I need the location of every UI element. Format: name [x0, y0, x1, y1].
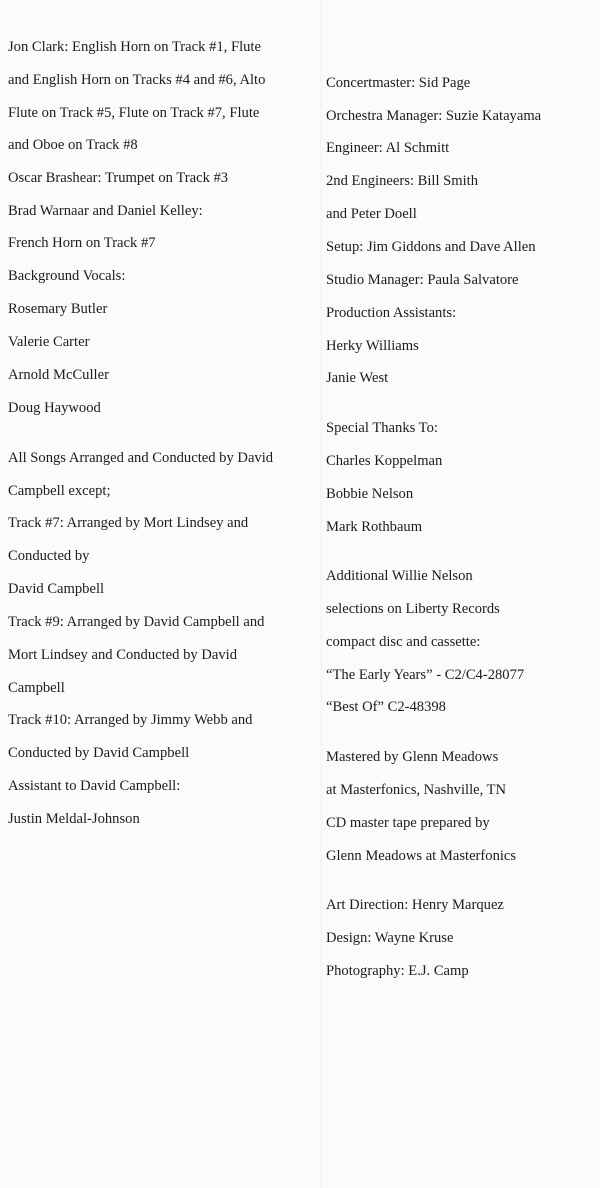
- credit-line: All Songs Arranged and Conducted by David: [8, 450, 274, 466]
- credit-line: Mort Lindsey and Conducted by David: [8, 647, 238, 663]
- credit-line: Track #7: Arranged by Mort Lindsey and: [8, 515, 249, 531]
- credit-line: Art Direction: Henry Marquez: [326, 897, 504, 913]
- credit-line: at Masterfonics, Nashville, TN: [326, 782, 507, 798]
- credit-line: Conducted by: [8, 548, 90, 564]
- credit-line: Campbell: [8, 680, 65, 696]
- credit-line: Doug Haywood: [8, 400, 101, 416]
- credit-line: Track #9: Arranged by David Campbell and: [8, 614, 265, 630]
- credit-line: Brad Warnaar and Daniel Kelley:: [8, 203, 203, 219]
- credit-line: Janie West: [326, 370, 389, 386]
- credit-line: Valerie Carter: [8, 334, 90, 350]
- page-fold: [318, 0, 324, 1188]
- credit-line: selections on Liberty Records: [326, 601, 500, 617]
- credit-line: Arnold McCuller: [8, 367, 109, 383]
- credit-line: and Oboe on Track #8: [8, 137, 138, 153]
- credit-line: compact disc and cassette:: [326, 634, 481, 650]
- credit-line: 2nd Engineers: Bill Smith: [326, 173, 479, 189]
- credit-line: and Peter Doell: [326, 206, 417, 222]
- credit-line: Bobbie Nelson: [326, 486, 414, 502]
- credit-line: Setup: Jim Giddons and Dave Allen: [326, 239, 536, 255]
- credit-line: Mastered by Glenn Meadows: [326, 749, 499, 765]
- credit-line: Studio Manager: Paula Salvatore: [326, 272, 519, 288]
- credit-line: “The Early Years” - C2/C4-28077: [326, 667, 525, 683]
- credit-line: Justin Meldal-Johnson: [8, 811, 140, 827]
- credit-line: Flute on Track #5, Flute on Track #7, Flute: [8, 105, 260, 121]
- credit-line: “Best Of” C2-48398: [326, 699, 446, 715]
- credit-line: Additional Willie Nelson: [326, 568, 473, 584]
- credit-line: and English Horn on Tracks #4 and #6, Alto: [8, 72, 266, 88]
- credit-line: Production Assistants:: [326, 305, 457, 321]
- credit-line: CD master tape prepared by: [326, 815, 490, 831]
- credit-line: Mark Rothbaum: [326, 519, 423, 535]
- credit-line: Oscar Brashear: Trumpet on Track #3: [8, 170, 229, 186]
- credit-line: Rosemary Butler: [8, 301, 108, 317]
- credit-line: Glenn Meadows at Masterfonics: [326, 848, 517, 864]
- credit-line: David Campbell: [8, 581, 105, 597]
- credit-line: Jon Clark: English Horn on Track #1, Flute: [8, 39, 261, 55]
- credit-line: Herky Williams: [326, 338, 419, 354]
- credit-line: Campbell except;: [8, 483, 111, 499]
- credit-line: Charles Koppelman: [326, 453, 443, 469]
- credit-line: Engineer: Al Schmitt: [326, 140, 450, 156]
- credit-line: Conducted by David Campbell: [8, 745, 190, 761]
- credit-line: Background Vocals:: [8, 268, 126, 284]
- credit-line: French Horn on Track #7: [8, 235, 156, 251]
- credit-line: Photography: E.J. Camp: [326, 963, 469, 979]
- credit-line: Assistant to David Campbell:: [8, 778, 181, 794]
- credit-line: Design: Wayne Kruse: [326, 930, 454, 946]
- credit-line: Orchestra Manager: Suzie Katayama: [326, 108, 542, 124]
- credit-line: Concertmaster: Sid Page: [326, 75, 471, 91]
- credit-line: Track #10: Arranged by Jimmy Webb and: [8, 712, 253, 728]
- credit-line: Special Thanks To:: [326, 420, 438, 436]
